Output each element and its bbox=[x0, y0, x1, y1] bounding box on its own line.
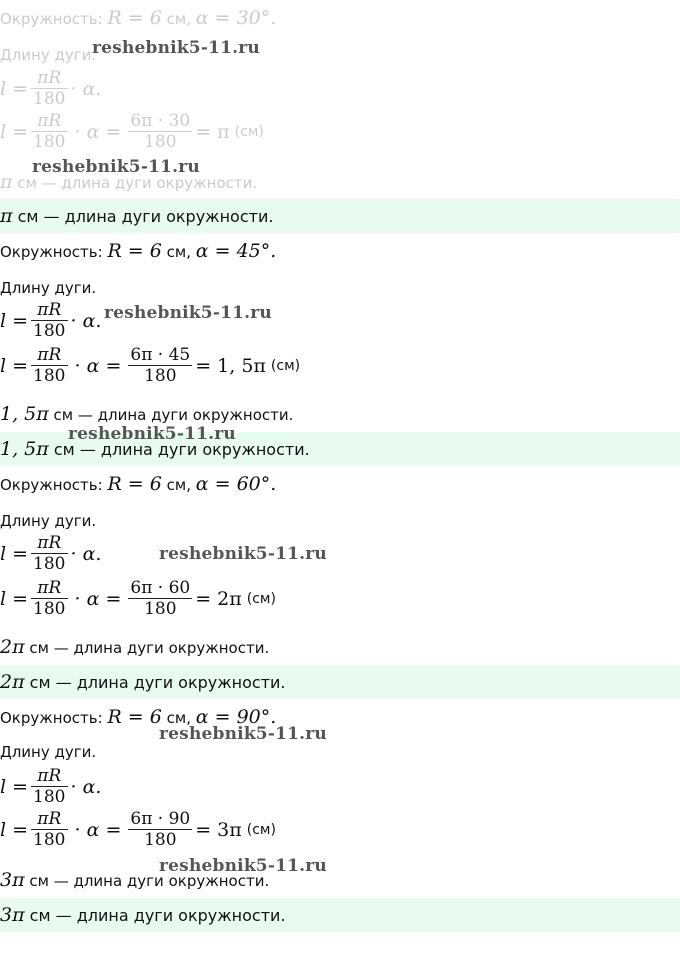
watermark: reshebnik5-11.ru bbox=[68, 424, 236, 444]
watermark: reshebnik5-11.ru bbox=[159, 544, 327, 564]
arc-length-calculation: l = $\frac{\pi R}{180}$ · α = $\frac{6\pi \cdot 30}{180}$ = π (см) bbox=[0, 111, 264, 152]
result-line: 1, 5π см — длина дуги окружности. bbox=[0, 403, 294, 425]
fraction: $\frac{6\pi \cdot 45}{180}$ bbox=[130, 345, 191, 386]
section-label: Длину дуги. bbox=[0, 743, 97, 761]
fraction: $\frac{\pi R}{180}$ bbox=[33, 533, 66, 574]
watermark: reshebnik5-11.ru bbox=[104, 303, 272, 323]
solution-section-4 bbox=[0, 699, 680, 896]
fraction: $\frac{\pi R}{180}$ bbox=[33, 766, 66, 807]
given-line: Окружность: R = 6 см, α = 90°. bbox=[0, 706, 277, 728]
arc-length-formula: l = $\frac{\pi R}{180}$ · α. bbox=[0, 533, 102, 574]
watermark: reshebnik5-11.ru bbox=[159, 856, 327, 876]
given-line: Окружность: R = 6 см, α = 45°. bbox=[0, 240, 277, 262]
solution-section-3 bbox=[0, 466, 680, 663]
fraction: $\frac{6\pi \cdot 90}{180}$ bbox=[130, 809, 191, 850]
answer-box-2: 1, 5π см — длина дуги окружности. bbox=[0, 432, 680, 466]
arc-length-formula: l = $\frac{\pi R}{180}$ · α. bbox=[0, 766, 102, 807]
result-line: 2π см — длина дуги окружности. bbox=[0, 636, 270, 658]
watermark: reshebnik5-11.ru bbox=[92, 38, 260, 58]
fraction: $\frac{\pi R}{180}$ bbox=[33, 300, 66, 341]
given-line: Окружность: R = 6 см, α = 60°. bbox=[0, 473, 277, 495]
watermark: reshebnik5-11.ru bbox=[159, 724, 327, 744]
fraction: $\frac{\pi R}{180}$ bbox=[33, 68, 66, 109]
arc-length-calculation: l = $\frac{\pi R}{180}$ · α = $\frac{6\pi \cdot 60}{180}$ = 2π (см) bbox=[0, 578, 276, 619]
arc-length-calculation: l = $\frac{\pi R}{180}$ · α = $\frac{6\pi \cdot 45}{180}$ = 1, 5π (см) bbox=[0, 345, 301, 386]
section-label: Длину дуги. bbox=[0, 279, 97, 297]
arc-length-formula: l = $\frac{\pi R}{180}$ · α. bbox=[0, 300, 102, 341]
answer-box-4: 3π см — длина дуги окружности. bbox=[0, 898, 680, 932]
section-label: Длину дуги. bbox=[0, 46, 97, 64]
watermark: reshebnik5-11.ru bbox=[32, 157, 200, 177]
arc-length-calculation: l = $\frac{\pi R}{180}$ · α = $\frac{6\pi \cdot 90}{180}$ = 3π (см) bbox=[0, 809, 276, 850]
result-line: π см — длина дуги окружности. bbox=[0, 171, 258, 193]
fraction: $\frac{6\pi \cdot 60}{180}$ bbox=[130, 578, 191, 619]
answer-box-3: 2π см — длина дуги окружности. bbox=[0, 665, 680, 699]
solution-section-2 bbox=[0, 233, 680, 430]
result-line: 3π см — длина дуги окружности. bbox=[0, 869, 270, 891]
fraction: $\frac{6\pi \cdot 30}{180}$ bbox=[130, 111, 191, 152]
answer-box-1: π см — длина дуги окружности. bbox=[0, 199, 680, 233]
section-label: Длину дуги. bbox=[0, 512, 97, 530]
arc-length-formula: l = $\frac{\pi R}{180}$ · α. bbox=[0, 68, 102, 109]
given-line: Окружность: R = 6 см, α = 30°. bbox=[0, 7, 277, 29]
